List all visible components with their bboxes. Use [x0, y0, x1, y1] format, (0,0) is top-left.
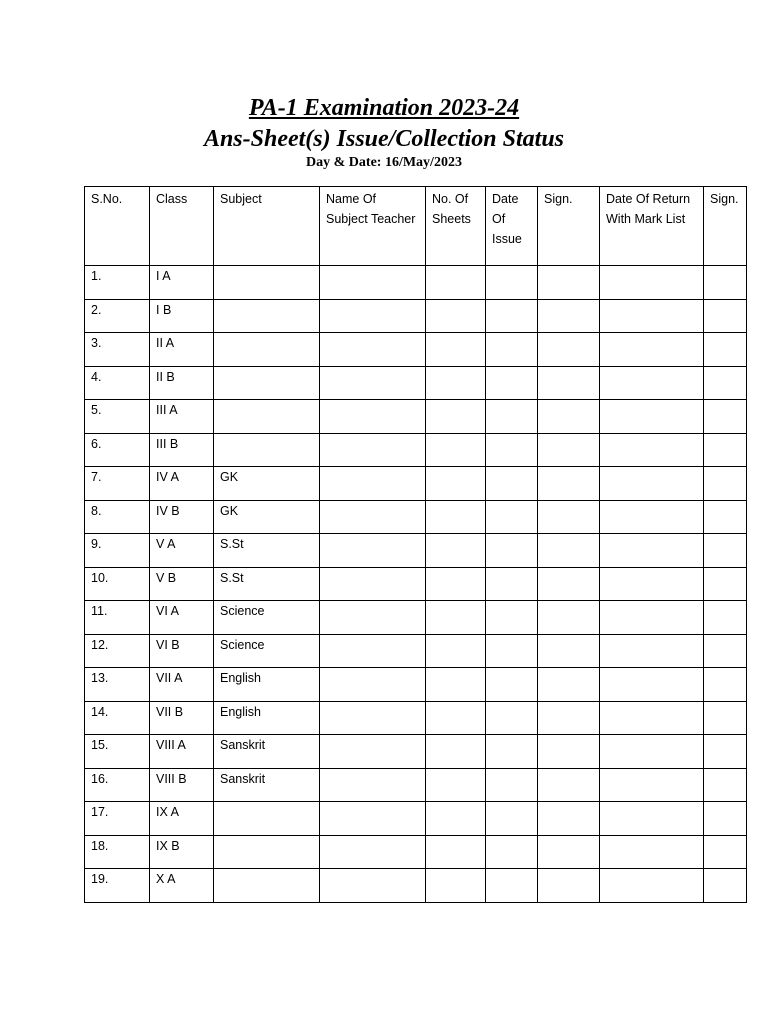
- subject-cell: English: [214, 668, 320, 702]
- sheets-cell: [426, 299, 486, 333]
- subject-cell: Sanskrit: [214, 768, 320, 802]
- sno-cell: 14.: [85, 701, 150, 735]
- sign-issue-cell: [538, 500, 600, 534]
- sno-cell: 17.: [85, 802, 150, 836]
- class-cell: II B: [150, 366, 214, 400]
- teacher-cell: [320, 500, 426, 534]
- sign-issue-cell: [538, 869, 600, 903]
- teacher-cell: [320, 567, 426, 601]
- sno-cell: 11.: [85, 601, 150, 635]
- date-return-cell: [600, 534, 704, 568]
- subject-cell: Sanskrit: [214, 735, 320, 769]
- table-row: [85, 869, 747, 903]
- date-return-cell: [600, 735, 704, 769]
- table-row: [85, 299, 747, 333]
- date-issue-cell: [486, 467, 538, 501]
- date-issue-cell: [486, 433, 538, 467]
- subject-cell: [214, 835, 320, 869]
- sign-return-cell: [704, 735, 747, 769]
- class-cell: IX A: [150, 802, 214, 836]
- date-issue-cell: [486, 768, 538, 802]
- teacher-cell: [320, 735, 426, 769]
- teacher-cell: [320, 701, 426, 735]
- date-return-cell: [600, 567, 704, 601]
- header-sign-issue: Sign.: [538, 187, 600, 266]
- table-body: [85, 266, 747, 903]
- date-issue-cell: [486, 400, 538, 434]
- subject-cell: [214, 266, 320, 300]
- sign-return-cell: [704, 266, 747, 300]
- date-issue-cell: [486, 634, 538, 668]
- sign-issue-cell: [538, 366, 600, 400]
- subject-cell: [214, 366, 320, 400]
- table-row: [85, 333, 747, 367]
- sign-return-cell: [704, 299, 747, 333]
- teacher-cell: [320, 768, 426, 802]
- subject-cell: S.St: [214, 567, 320, 601]
- sheets-cell: [426, 601, 486, 635]
- date-issue-cell: [486, 701, 538, 735]
- date-issue-cell: [486, 802, 538, 836]
- sign-return-cell: [704, 433, 747, 467]
- sign-issue-cell: [538, 467, 600, 501]
- subject-cell: [214, 333, 320, 367]
- sign-return-cell: [704, 500, 747, 534]
- sheets-cell: [426, 634, 486, 668]
- sign-issue-cell: [538, 333, 600, 367]
- sheets-cell: [426, 768, 486, 802]
- sno-cell: 18.: [85, 835, 150, 869]
- teacher-cell: [320, 802, 426, 836]
- header-date-return: Date Of Return With Mark List: [600, 187, 704, 266]
- document-date: Day & Date: 16/May/2023: [306, 155, 462, 170]
- sheets-cell: [426, 400, 486, 434]
- subject-cell: [214, 802, 320, 836]
- table-row: [85, 601, 747, 635]
- table-row: [85, 735, 747, 769]
- document-title: PA-1 Examination 2023-24: [248, 95, 520, 121]
- date-issue-cell: [486, 869, 538, 903]
- subject-cell: English: [214, 701, 320, 735]
- answer-sheet-status-table: [84, 186, 747, 903]
- header-class: Class: [150, 187, 214, 266]
- table-header-row: [85, 187, 747, 266]
- header-sno: S.No.: [85, 187, 150, 266]
- date-return-cell: [600, 400, 704, 434]
- class-cell: IX B: [150, 835, 214, 869]
- date-issue-cell: [486, 366, 538, 400]
- sign-return-cell: [704, 668, 747, 702]
- sign-return-cell: [704, 567, 747, 601]
- teacher-cell: [320, 534, 426, 568]
- sheets-cell: [426, 869, 486, 903]
- sign-issue-cell: [538, 534, 600, 568]
- sign-return-cell: [704, 601, 747, 635]
- sno-cell: 8.: [85, 500, 150, 534]
- header-date-issue: Date Of Issue: [486, 187, 538, 266]
- table-row: [85, 500, 747, 534]
- sign-issue-cell: [538, 802, 600, 836]
- date-return-cell: [600, 869, 704, 903]
- class-cell: VII B: [150, 701, 214, 735]
- sign-issue-cell: [538, 668, 600, 702]
- header-sheets: No. Of Sheets: [426, 187, 486, 266]
- date-issue-cell: [486, 299, 538, 333]
- sheets-cell: [426, 567, 486, 601]
- subject-cell: [214, 400, 320, 434]
- date-issue-cell: [486, 835, 538, 869]
- teacher-cell: [320, 333, 426, 367]
- teacher-cell: [320, 869, 426, 903]
- sno-cell: 6.: [85, 433, 150, 467]
- sno-cell: 7.: [85, 467, 150, 501]
- date-return-cell: [600, 802, 704, 836]
- date-issue-cell: [486, 266, 538, 300]
- sign-issue-cell: [538, 299, 600, 333]
- teacher-cell: [320, 266, 426, 300]
- sign-return-cell: [704, 333, 747, 367]
- sign-return-cell: [704, 835, 747, 869]
- sign-return-cell: [704, 869, 747, 903]
- sign-issue-cell: [538, 835, 600, 869]
- table-row: [85, 567, 747, 601]
- class-cell: VIII B: [150, 768, 214, 802]
- date-issue-cell: [486, 668, 538, 702]
- sno-cell: 12.: [85, 634, 150, 668]
- sno-cell: 5.: [85, 400, 150, 434]
- date-return-cell: [600, 835, 704, 869]
- table-row: [85, 802, 747, 836]
- date-issue-cell: [486, 500, 538, 534]
- sno-cell: 3.: [85, 333, 150, 367]
- subject-cell: [214, 869, 320, 903]
- table-row: [85, 701, 747, 735]
- table-row: [85, 433, 747, 467]
- subject-cell: Science: [214, 601, 320, 635]
- date-return-cell: [600, 266, 704, 300]
- class-cell: V A: [150, 534, 214, 568]
- class-cell: III B: [150, 433, 214, 467]
- sno-cell: 13.: [85, 668, 150, 702]
- table-row: [85, 366, 747, 400]
- class-cell: IV B: [150, 500, 214, 534]
- sheets-cell: [426, 668, 486, 702]
- class-cell: VI A: [150, 601, 214, 635]
- class-cell: II A: [150, 333, 214, 367]
- sign-return-cell: [704, 768, 747, 802]
- document-header: [0, 92, 768, 172]
- class-cell: V B: [150, 567, 214, 601]
- document-subtitle: Ans-Sheet(s) Issue/Collection Status: [203, 126, 565, 152]
- sign-return-cell: [704, 634, 747, 668]
- sno-cell: 2.: [85, 299, 150, 333]
- sheets-cell: [426, 467, 486, 501]
- table-row: [85, 634, 747, 668]
- sign-return-cell: [704, 467, 747, 501]
- class-cell: VI B: [150, 634, 214, 668]
- table-row: [85, 266, 747, 300]
- class-cell: IV A: [150, 467, 214, 501]
- sign-issue-cell: [538, 433, 600, 467]
- date-return-cell: [600, 601, 704, 635]
- sno-cell: 10.: [85, 567, 150, 601]
- sno-cell: 16.: [85, 768, 150, 802]
- sheets-cell: [426, 500, 486, 534]
- teacher-cell: [320, 400, 426, 434]
- teacher-cell: [320, 366, 426, 400]
- sign-issue-cell: [538, 400, 600, 434]
- class-cell: III A: [150, 400, 214, 434]
- class-cell: I B: [150, 299, 214, 333]
- subject-cell: GK: [214, 467, 320, 501]
- date-issue-cell: [486, 534, 538, 568]
- subject-cell: GK: [214, 500, 320, 534]
- sheets-cell: [426, 366, 486, 400]
- date-return-cell: [600, 333, 704, 367]
- date-return-cell: [600, 467, 704, 501]
- sign-issue-cell: [538, 768, 600, 802]
- teacher-cell: [320, 601, 426, 635]
- subject-cell: S.St: [214, 534, 320, 568]
- date-issue-cell: [486, 735, 538, 769]
- sign-return-cell: [704, 366, 747, 400]
- sheets-cell: [426, 835, 486, 869]
- table-row: [85, 534, 747, 568]
- sign-return-cell: [704, 400, 747, 434]
- date-return-cell: [600, 299, 704, 333]
- sno-cell: 19.: [85, 869, 150, 903]
- date-return-cell: [600, 366, 704, 400]
- sign-issue-cell: [538, 735, 600, 769]
- subject-cell: [214, 299, 320, 333]
- teacher-cell: [320, 299, 426, 333]
- sno-cell: 9.: [85, 534, 150, 568]
- subject-cell: [214, 433, 320, 467]
- date-issue-cell: [486, 601, 538, 635]
- class-cell: VIII A: [150, 735, 214, 769]
- date-return-cell: [600, 500, 704, 534]
- sign-issue-cell: [538, 634, 600, 668]
- date-issue-cell: [486, 333, 538, 367]
- table-row: [85, 768, 747, 802]
- sign-issue-cell: [538, 701, 600, 735]
- sno-cell: 15.: [85, 735, 150, 769]
- teacher-cell: [320, 433, 426, 467]
- teacher-cell: [320, 668, 426, 702]
- table-row: [85, 467, 747, 501]
- sign-return-cell: [704, 701, 747, 735]
- header-subject: Subject: [214, 187, 320, 266]
- table-row: [85, 835, 747, 869]
- date-return-cell: [600, 668, 704, 702]
- subject-cell: Science: [214, 634, 320, 668]
- date-issue-cell: [486, 567, 538, 601]
- sign-return-cell: [704, 802, 747, 836]
- sheets-cell: [426, 333, 486, 367]
- sign-issue-cell: [538, 266, 600, 300]
- sign-issue-cell: [538, 567, 600, 601]
- teacher-cell: [320, 835, 426, 869]
- sign-return-cell: [704, 534, 747, 568]
- sno-cell: 1.: [85, 266, 150, 300]
- sign-issue-cell: [538, 601, 600, 635]
- date-return-cell: [600, 433, 704, 467]
- sheets-cell: [426, 735, 486, 769]
- sno-cell: 4.: [85, 366, 150, 400]
- teacher-cell: [320, 634, 426, 668]
- class-cell: VII A: [150, 668, 214, 702]
- table-row: [85, 400, 747, 434]
- class-cell: X A: [150, 869, 214, 903]
- date-return-cell: [600, 701, 704, 735]
- sheets-cell: [426, 534, 486, 568]
- class-cell: I A: [150, 266, 214, 300]
- sheets-cell: [426, 701, 486, 735]
- teacher-cell: [320, 467, 426, 501]
- sheets-cell: [426, 802, 486, 836]
- header-sign-return: Sign.: [704, 187, 747, 266]
- sheets-cell: [426, 266, 486, 300]
- sheets-cell: [426, 433, 486, 467]
- header-teacher: Name Of Subject Teacher: [320, 187, 426, 266]
- date-return-cell: [600, 634, 704, 668]
- table-row: [85, 668, 747, 702]
- date-return-cell: [600, 768, 704, 802]
